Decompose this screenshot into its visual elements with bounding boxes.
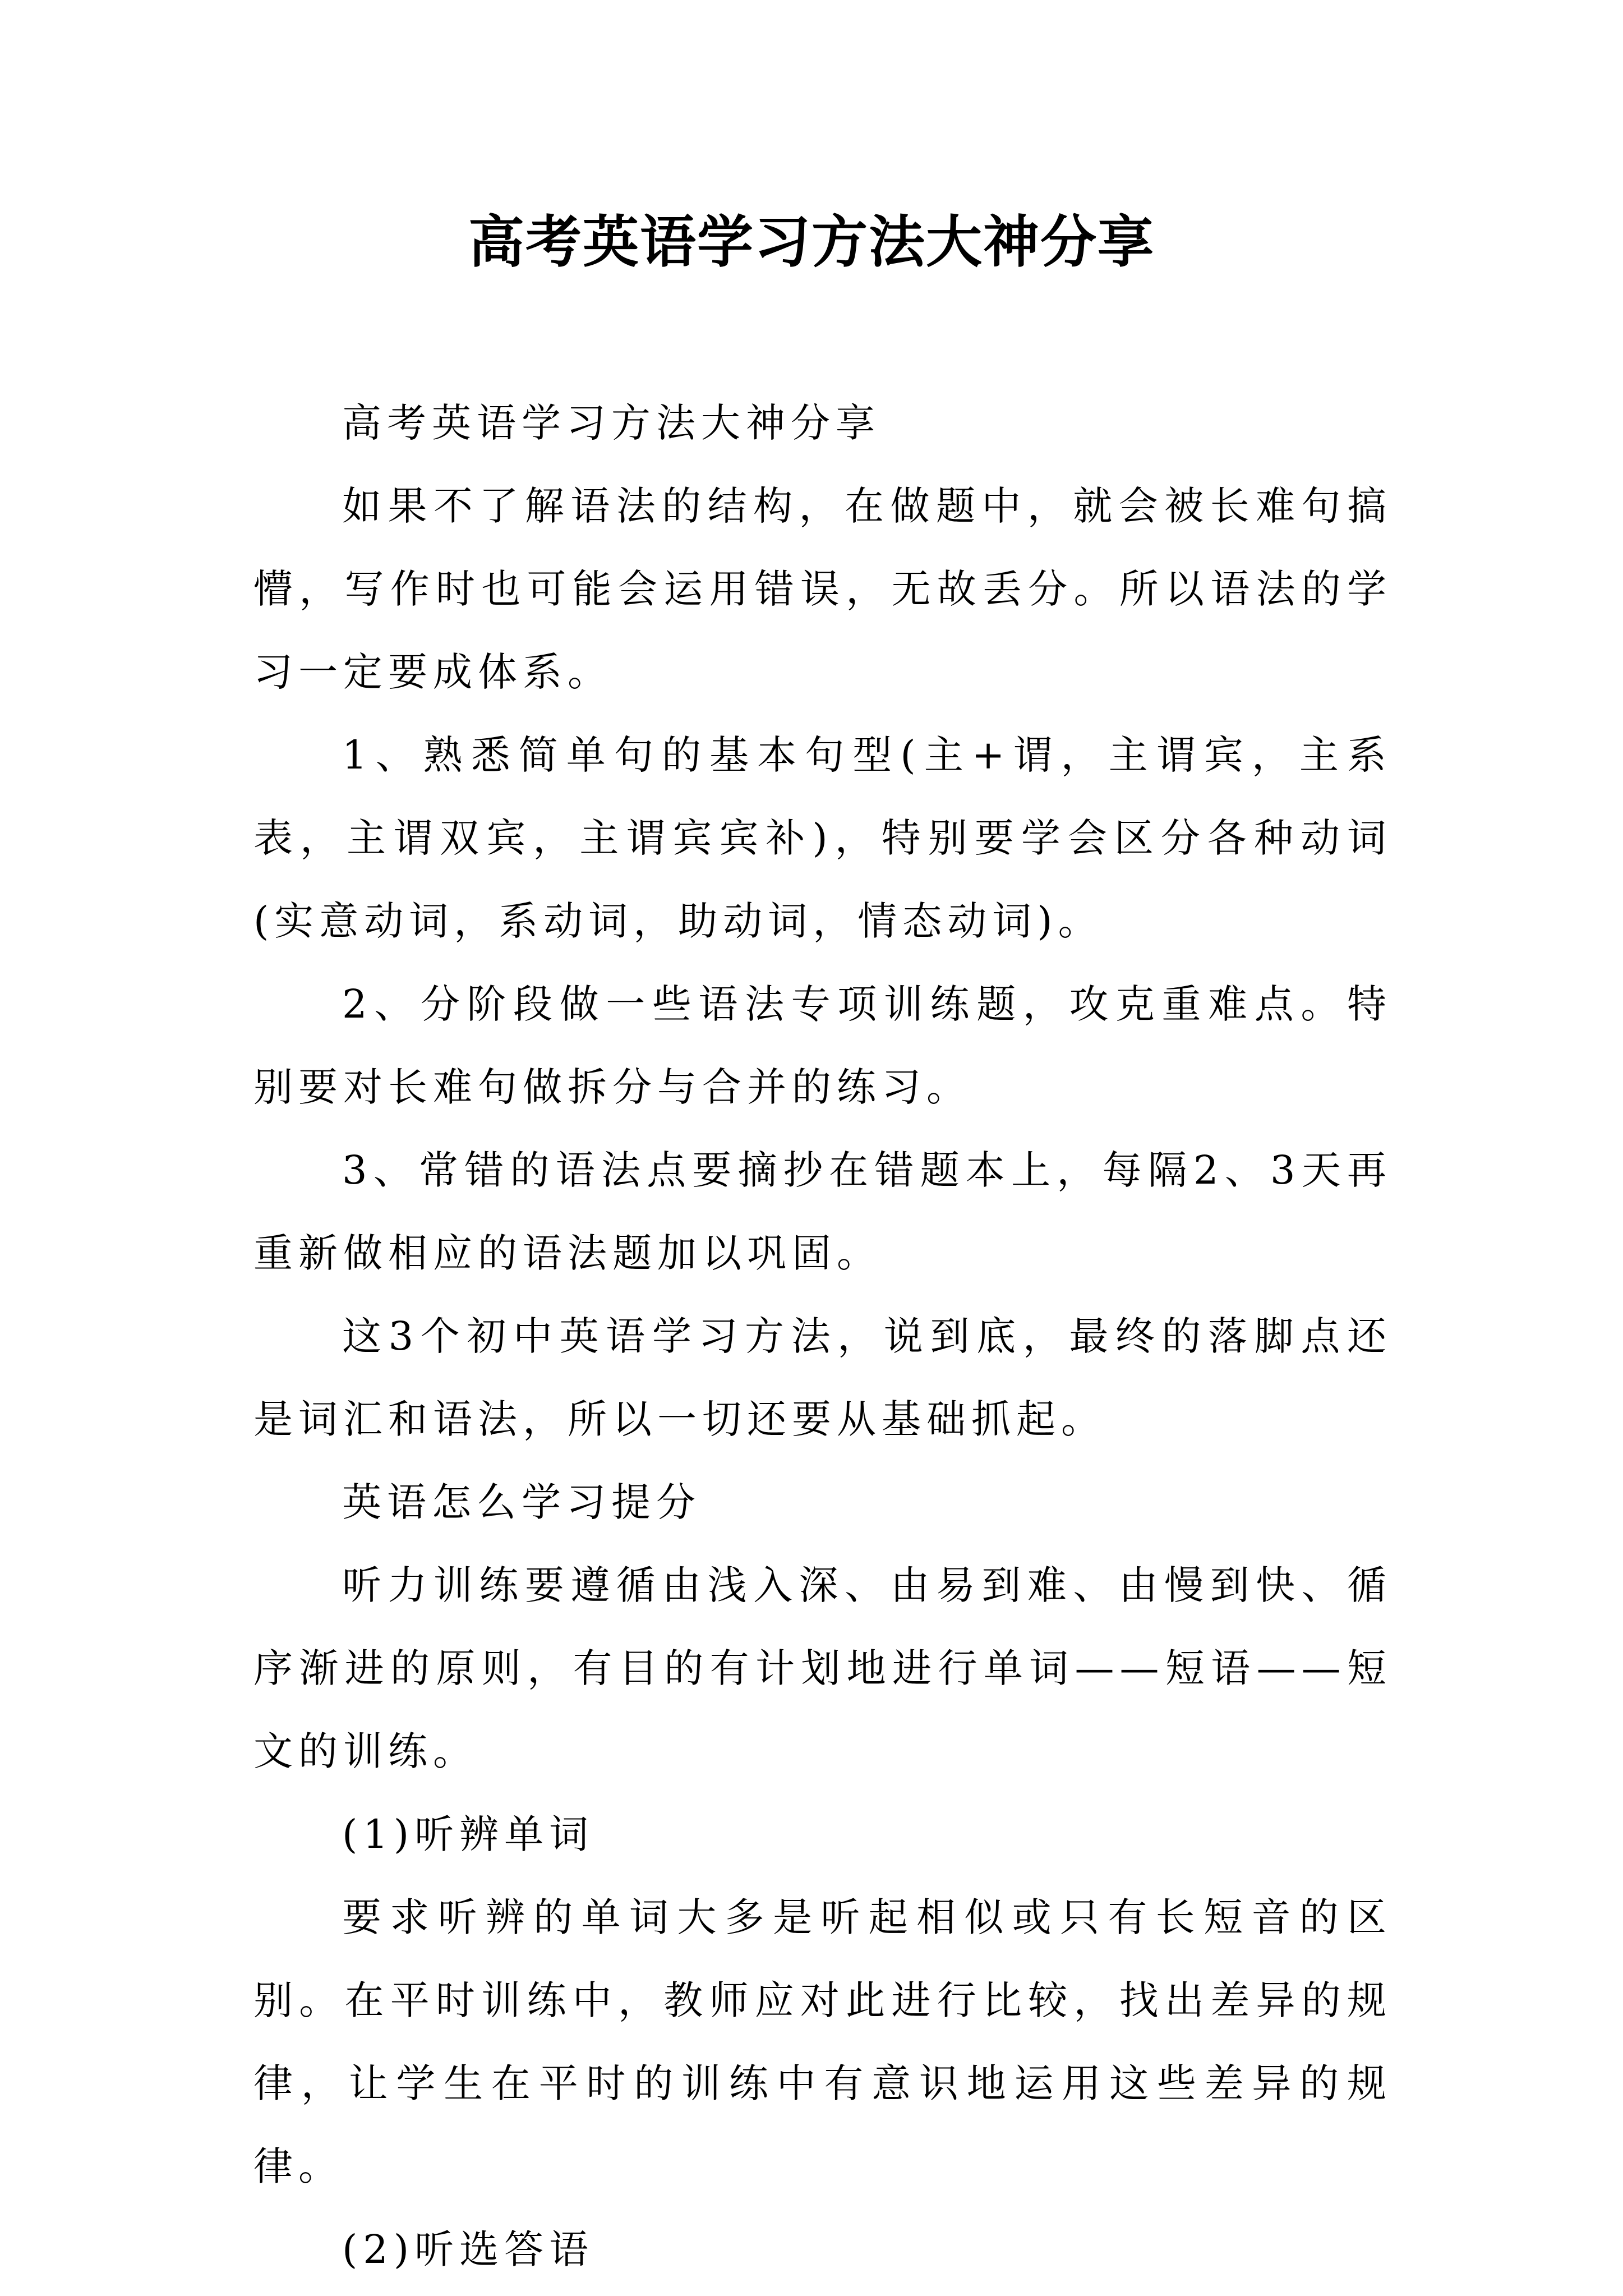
document-body [253, 381, 1392, 2291]
paragraph-listening-intro: 听力训练要遵循由浅入深、由易到难、由慢到快、循序渐进的原则，有目的有计划地进行单词——短语——短文的训练。 [253, 1562, 1392, 1774]
paragraph-tip-3: 3、常错的语法点要摘抄在错题本上，每隔2、3天再重新做相应的语法题加以巩固。 [253, 1147, 1392, 1276]
paragraph-grammar-intro: 如果不了解语法的结构，在做题中，就会被长难句搞懵，写作时也可能会运用错误，无故丢分。所以语法的学习一定要成体系。 [253, 483, 1392, 695]
paragraph-subtitle: 高考英语学习方法大神分享 [342, 400, 880, 446]
document-title: 高考英语学习方法大神分享 [468, 209, 1155, 275]
paragraph-tip-1: 1、熟悉简单句的基本句型(主+谓，主谓宾，主系表，主谓双宾，主谓宾宾补)，特别要学会区分各种动词(实意动词，系动词，助动词，情态动词)。 [253, 732, 1392, 944]
paragraph-summary: 这3个初中英语学习方法，说到底，最终的落脚点还是词汇和语法，所以一切还要从基础抓起。 [253, 1313, 1392, 1442]
paragraph-listen-words: 要求听辨的单词大多是听起相似或只有长短音的区别。在平时训练中，教师应对此进行比较，找出差异的规律，让学生在平时的训练中有意识地运用这些差异的规律。 [253, 1894, 1392, 2189]
paragraph-tip-2: 2、分阶段做一些语法专项训练题，攻克重难点。特别要对长难句做拆分与合并的练习。 [253, 981, 1392, 1110]
subheading-listen-answers: (2)听选答语 [342, 2226, 594, 2272]
subheading-listen-words: (1)听辨单词 [342, 1811, 594, 1857]
section-heading: 英语怎么学习提分 [342, 1479, 701, 1525]
